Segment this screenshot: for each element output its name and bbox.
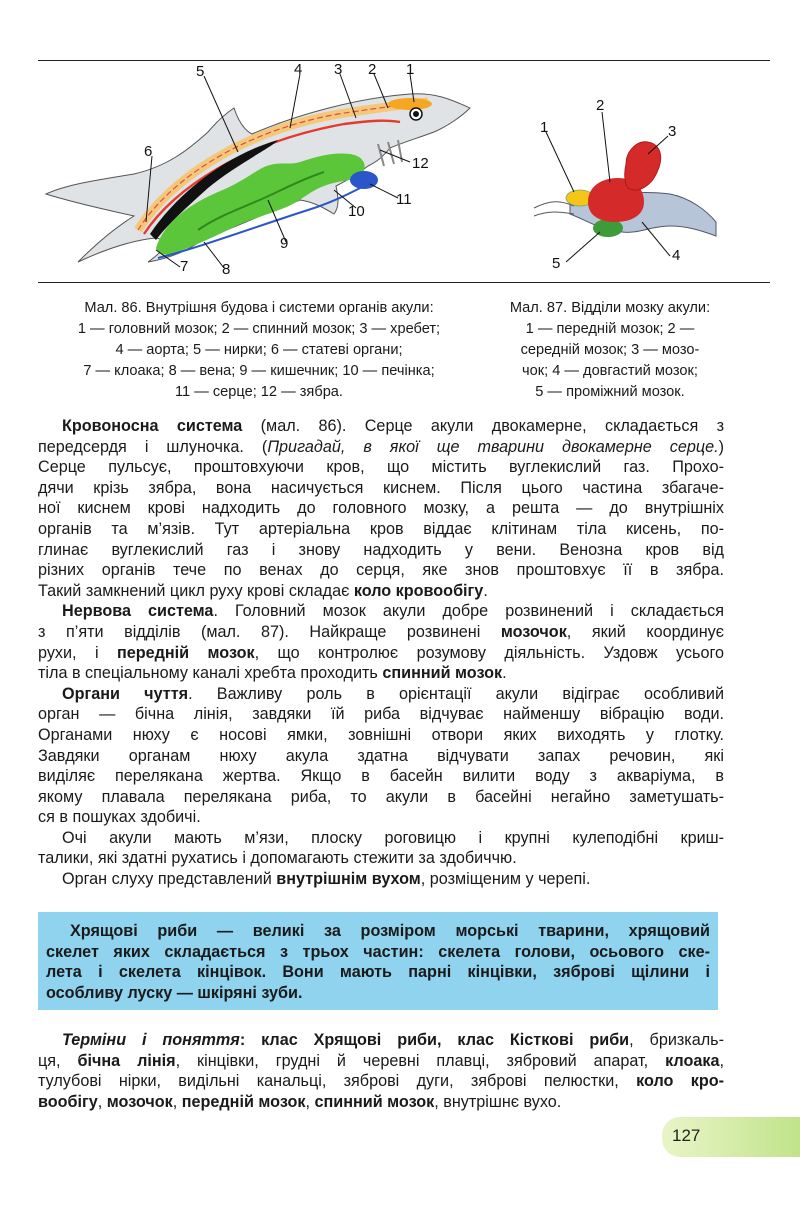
paragraph-circulatory: Кровоносна система (мал. 86). Серце акули двокамерне, складається з xyxy=(62,417,724,435)
paragraph-senses: Органи чуття. Важливу роль в орієнтації акули відіграє особливий xyxy=(62,684,724,703)
figure-86-caption: Мал. 86. Внутрішня будова і системи органів акули: 1 — головний мозок; 2 — спинний мозок; 3 — хребет; 4 — аорта; 5 — нирки; 6 — статеві органи; 7 — клоака; 8 — вена; 9 — кишечник; 10 — печінка; 11 — серце; 12 — зябра. xyxy=(77,300,441,400)
terms-block: Терміни і поняття: клас Хрящові риби, клас Кісткові риби, бризкаль- ця, бічна лінія, кінцівки, грудні й черевні плавці, зябровий апарат, клоака, тулубові нірки, видільні канальці, зяброві дуги, зяброві пелюстки, коло кро- вообігу, мозочок, передній мозок, спинний мозок, внутрішнє вухо. xyxy=(38,1031,724,1111)
figure-bottom-rule xyxy=(38,282,770,283)
cerebellum xyxy=(625,142,661,190)
paragraph-eyes: Очі акули мають м’язи, плоску роговицю і крупні кулеподібні криш- xyxy=(62,828,724,847)
label-1: 1 xyxy=(406,62,415,78)
paragraph-nervous: Нервова система. Головний мозок акули добре розвинений і складається xyxy=(62,602,724,621)
label-6: 6 xyxy=(144,143,153,160)
label-4: 4 xyxy=(294,62,303,78)
shark-brain-figure xyxy=(530,90,730,270)
label-9: 9 xyxy=(280,235,289,252)
brain xyxy=(388,98,432,110)
label-11: 11 xyxy=(396,191,412,208)
figure-87-caption: Мал. 87. Відділи мозку акули: 1 — передній мозок; 2 — середній мозок; 3 — мозо- чок; 4 — довгастий мозок; 5 — проміжний мозок. xyxy=(509,300,711,400)
label-3: 3 xyxy=(334,62,343,78)
page-number: 127 xyxy=(672,1126,701,1145)
top-rule xyxy=(38,60,770,61)
label-8: 8 xyxy=(222,261,231,278)
brain-label-1: 1 xyxy=(540,119,549,136)
brain-label-4: 4 xyxy=(672,247,681,264)
brain-label-5: 5 xyxy=(552,255,561,270)
brain-label-3: 3 xyxy=(668,123,677,140)
shark-anatomy-figure xyxy=(38,62,478,280)
label-10: 10 xyxy=(348,203,365,220)
label-5: 5 xyxy=(196,63,205,80)
summary-box: Хрящові риби — великі за розміром морські тварини, хрящовий скелет яких складається з трьох частин: скелета голови, осьового ске- лета і скелета кінцівок. Вони мають парні кінцівки, зяброві щілини і особливу луску — шкіряні зуби. xyxy=(38,912,718,1010)
main-text: Кровоносна система (мал. 86). Серце акули двокамерне, складається з передсердя і шлуночка. (Пригадай, в якої ще тварини двокамерне серце.) Серце пульсує, проштовхуючи кров, що містить вуглекислий газ. Прохо- дячи крізь зябра, вона насичується киснем. Після цього частина збагаче- ної киснем крові надходить до головного мозку, а решта — до внутрішніх органів та м’язів. Тут артеріальна кров віддає клітинам тіла кисень, по- глинає вуглекислий газ і знову надходить у вени. Венозна кров від різних органів тече по венах до серця, яке знов проштовхує її в зябра. Такий замкнений цикл руху крові складає коло кровообігу. Нервова система. Головний мозок акули добре розвинений і складається з п’яти відділів (мал. 87). Найкраще розвинені мозочок, який координує рухи, і передній мозок, що контролює розумову діяльність. Уздовж усього тіла в спеціальному каналі хребта проходить спинний мозок. Органи чуття. Важливу роль в орієнтації акули відіграє особливий орган — бічна лінія, завдяки їй риба відчуває найменшу вібрацію води. Органами нюху є носові ямки, зовнішні отвори яких виходять у глотку. Завдяки органам нюху акула здатна відчувати запах речовин, які виділяє перелякана жертва. Якщо в басейн вилити воду з акваріума, в якому плавала перелякана риба, то акули в басейні негайно заметушать- ся в пошуках здобичі. Очі акули мають м’язи, плоску роговицю і крупні кулеподібні криш- талики, які здатні рухатись і допомагають стежити за здобиччю. Орган слуху представлений внутрішнім вухом, розміщеним у черепі. xyxy=(38,417,725,889)
paragraph-hearing: Орган слуху представлений внутрішнім вухом, розміщеним у черепі. xyxy=(62,870,591,889)
label-12: 12 xyxy=(412,155,429,172)
brain-label-2: 2 xyxy=(596,97,605,114)
label-7: 7 xyxy=(180,258,189,275)
label-2: 2 xyxy=(368,62,377,78)
